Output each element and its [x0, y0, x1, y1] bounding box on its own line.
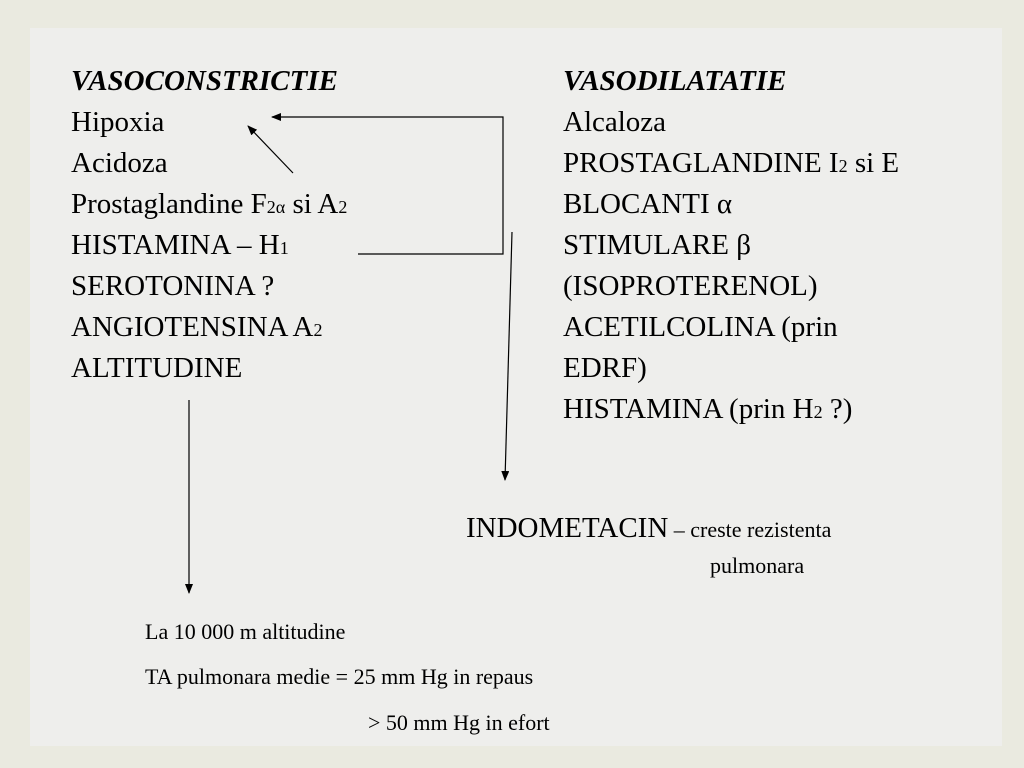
item-acidoza: Acidoza [71, 147, 168, 179]
histamina-to-hipoxia-connector [272, 117, 503, 254]
item-isoproterenol: (ISOPROTERENOL) [563, 270, 818, 302]
item-prostaglandine-f2a: Prostaglandine F2α si A2 [71, 188, 348, 220]
indometacin-note-continued: pulmonara [710, 553, 805, 578]
indometacin-name: INDOMETACIN [466, 512, 669, 544]
pressure-rest-line: TA pulmonara medie = 25 mm Hg in repaus [145, 664, 534, 689]
pressure-effort-line: > 50 mm Hg in efort [368, 710, 550, 735]
indometacin-note: – creste rezistenta [668, 517, 832, 542]
acidoza-to-hipoxia-arrow [248, 126, 293, 173]
vasoconstriction-heading: VASOCONSTRICTIE [71, 65, 338, 97]
item-hipoxia: Hipoxia [71, 106, 165, 138]
item-serotonina: SEROTONINA ? [71, 270, 275, 302]
item-stimulare-beta: STIMULARE β [563, 229, 751, 261]
altitude-line: La 10 000 m altitudine [145, 619, 346, 644]
item-prostaglandine-i2: PROSTAGLANDINE I2 si E [563, 147, 900, 179]
item-angiotensina-a2: ANGIOTENSINA A2 [71, 311, 323, 343]
item-histamina-h2: HISTAMINA (prin H2 ?) [563, 393, 853, 425]
item-altitudine: ALTITUDINE [71, 352, 243, 384]
item-blocanti-alfa: BLOCANTI α [563, 188, 733, 220]
item-edrf: EDRF) [563, 352, 647, 384]
item-histamina-h1: HISTAMINA – H1 [71, 229, 289, 261]
item-alcaloza: Alcaloza [563, 106, 667, 138]
down-to-indometacin-arrow [505, 232, 512, 480]
vasodilation-heading: VASODILATATIE [563, 65, 787, 97]
item-acetilcolina: ACETILCOLINA (prin [563, 311, 838, 343]
